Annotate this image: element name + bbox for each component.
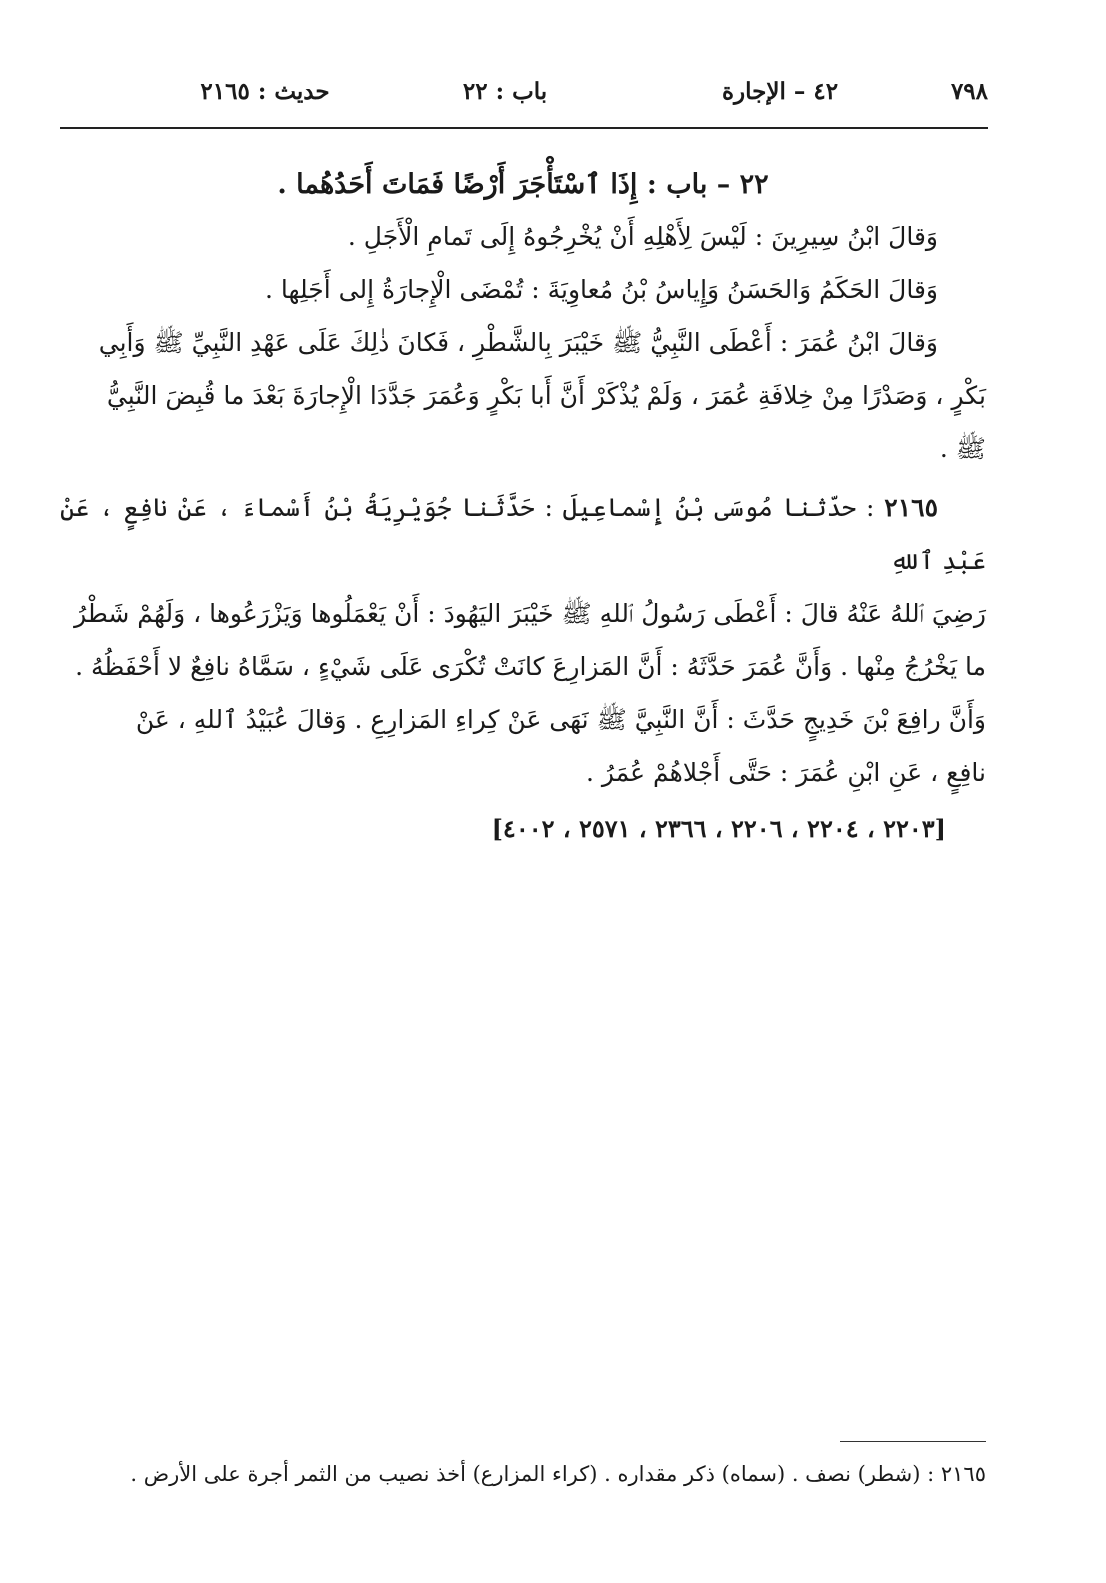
hadith-line-first (60, 481, 986, 587)
intro-line: وَقالَ ابْنُ سِيرِينَ : لَيْسَ لِأَهْلِهِ أَنْ يُخْرِجُوهُ إِلَى تَمامِ الْأَجَلِ . (347, 222, 938, 251)
footnote: ٢١٦٥ : (شطر) نصف . (سماه) ذكر مقداره . (كراء المزارع) أخذ نصيب من الثمر أجرة على الأرض . (130, 1462, 986, 1486)
intro-line: وَقالَ ابْنُ عُمَرَ : أَعْطَى النَّبِيُّ ﷺ خَيْبَرَ بِالشَّطْرِ ، فَكانَ ذٰلِكَ عَلَى عَهْدِ النَّبِيِّ ﷺ وَأَبِي (98, 328, 938, 357)
chapter-label: باب : ٢٢ (462, 78, 548, 105)
intro-line: بَكْرٍ ، وَصَدْرًا مِنْ خِلافَةِ عُمَرَ ، وَلَمْ يُذْكَرْ أَنَّ أَبا بَكْرٍ وَعُمَرَ جَدَّدَا الْإِجارَةَ بَعْدَ ما قُبِضَ النَّبِيُّ (106, 381, 986, 410)
book-title: ٤٢ – الإجارة (721, 78, 839, 105)
hadith-number: ٢١٦٥ (884, 493, 939, 522)
main-text (60, 160, 986, 853)
hadith-line: ما يَخْرُجُ مِنْها . وَأَنَّ عُمَرَ حَدَّثَهُ : أَنَّ المَزارِعَ كانَتْ تُكْرَى عَلَى شَيْءٍ ، سَمَّاهُ نافِعٌ لا أَحْفَظُهُ . (75, 652, 986, 681)
hadith-line: رَضِيَ ٱللهُ عَنْهُ قالَ : أَعْطَى رَسُولُ ٱللهِ ﷺ خَيْبَرَ اليَهُودَ : أَنْ يَعْمَلُوها وَيَزْرَعُوها ، وَلَهُمْ شَطْرُ (74, 599, 986, 628)
page-number: ٧٩٨ (950, 78, 988, 105)
hadith-line: وَأَنَّ رافِعَ بْنَ خَدِيجٍ حَدَّثَ : أَنَّ النَّبِيَّ ﷺ نَهَى عَنْ كِراءِ المَزارِعِ . وَقالَ عُبَيْدُ ٱللهِ ، عَنْ (135, 705, 986, 734)
hadith-line: : حدّثنا مُوسَى بْنُ إِسْماعِيلَ : حَدَّثَنا جُوَيْرِيَةُ بْنُ أَسْماءَ ، عَنْ نافِعٍ ، عَنْ عَبْدِ ٱللهِ (60, 493, 986, 575)
intro-line: ﷺ . (939, 434, 986, 463)
intro-line: وَقالَ الحَكَمُ وَالحَسَنُ وَإِياسُ بْنُ مُعاوِيَةَ : تُمْضَى الْإِجارَةُ إِلى أَجَلِها . (264, 275, 938, 304)
header-rule (60, 127, 988, 129)
footnote-rule (840, 1441, 986, 1442)
hadith-line: نافِعٍ ، عَنِ ابْنِ عُمَرَ : حَتَّى أَجْلاهُمْ عُمَرُ . (586, 758, 986, 787)
chapter-title: ٢٢ – باب : إِذَا ٱسْتَأْجَرَ أَرْضًا فَمَاتَ أَحَدُهُما . (277, 169, 769, 200)
hadith-label: حديث : ٢١٦٥ (200, 78, 330, 105)
cross-references: [٢٢٠٣ ، ٢٢٠٤ ، ٢٢٠٦ ، ٢٣٦٦ ، ٢٥٧١ ، ٤٠٠٢] (491, 814, 946, 843)
